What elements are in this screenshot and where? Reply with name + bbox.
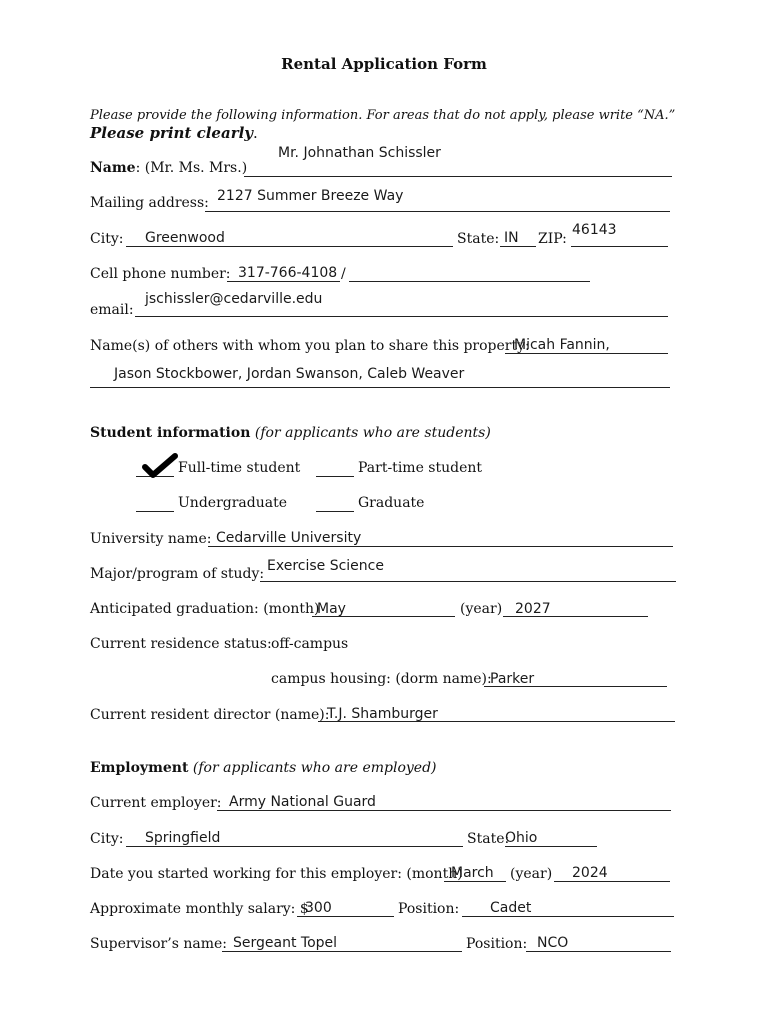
cell-phone-label: Cell phone number: [90, 266, 231, 282]
employment-heading-note: (for applicants who are employed) [192, 760, 437, 776]
start-year-field[interactable] [554, 881, 670, 882]
email-field[interactable] [135, 316, 668, 317]
employer-state-field[interactable] [505, 846, 597, 847]
undergraduate-label: Undergraduate [178, 495, 287, 511]
cell-phone-value[interactable]: 317-766-4108 [238, 265, 338, 281]
graduation-month-value[interactable]: May [317, 601, 346, 617]
supervisor-position-field[interactable] [526, 951, 671, 952]
start-year-value[interactable]: 2024 [572, 865, 608, 881]
undergraduate-blank[interactable] [136, 511, 174, 512]
mailing-address-label: Mailing address: [90, 195, 209, 211]
name-label: Name [90, 160, 136, 176]
employer-city-label: City: [90, 831, 124, 847]
print-clearly-text: Please print clearly [90, 124, 254, 142]
major-field[interactable] [260, 581, 676, 582]
email-label: email: [90, 302, 134, 318]
fulltime-label: Full-time student [178, 460, 301, 476]
supervisor-value[interactable]: Sergeant Topel [233, 935, 338, 951]
form-intro: Please provide the following information. For areas that do not apply, please write “NA.” [90, 108, 676, 123]
employer-city-field[interactable] [126, 846, 463, 847]
start-month-label: Date you started working for this employer: (month) [90, 866, 463, 882]
residence-status-label: Current residence status: [90, 636, 272, 652]
salary-value[interactable]: 300 [305, 900, 332, 916]
form-title: Rental Application Form [281, 55, 487, 73]
checkmark-icon [142, 453, 178, 479]
zip-field[interactable] [571, 246, 668, 247]
cell-phone-field[interactable] [227, 281, 340, 282]
student-section-heading [90, 425, 491, 441]
employer-state-value[interactable]: Ohio [505, 830, 538, 846]
employment-heading: Employment [90, 760, 189, 776]
salary-field[interactable] [297, 916, 394, 917]
graduation-year-value[interactable]: 2027 [515, 601, 551, 617]
university-label: University name: [90, 531, 212, 547]
employer-state-label: State: [467, 831, 510, 847]
start-year-label: (year) [510, 866, 553, 882]
campus-housing-label: campus housing: (dorm name): [271, 671, 492, 687]
graduate-label: Graduate [358, 495, 425, 511]
employer-city-value[interactable]: Springfield [145, 830, 221, 846]
state-value[interactable]: IN [504, 230, 519, 246]
co-occupants-field-2[interactable] [90, 387, 670, 388]
zip-value[interactable]: 46143 [572, 222, 617, 238]
student-heading-note: (for applicants who are students) [254, 425, 491, 441]
dorm-name-value[interactable]: Parker [490, 671, 535, 687]
co-occupants-field-1[interactable] [505, 353, 668, 354]
print-clearly-period: . [253, 124, 258, 142]
mailing-address-field[interactable] [205, 211, 670, 212]
name-field[interactable] [244, 176, 672, 177]
resident-director-label: Current resident director (name): [90, 707, 330, 723]
position-label: Position: [398, 901, 460, 917]
position-value[interactable]: Cadet [490, 900, 532, 916]
state-label: State: [457, 231, 500, 247]
supervisor-position-label: Position: [466, 936, 528, 952]
start-month-value[interactable]: March [451, 865, 494, 881]
position-field[interactable] [462, 916, 674, 917]
graduate-blank[interactable] [316, 511, 354, 512]
off-campus-option[interactable]: off-campus [271, 636, 349, 652]
co-occupants-value-1[interactable]: Micah Fannin, [514, 337, 610, 353]
co-occupants-value-2[interactable]: Jason Stockbower, Jordan Swanson, Caleb Weaver [114, 366, 465, 382]
print-clearly-note [90, 124, 258, 142]
city-field[interactable] [126, 246, 453, 247]
city-value[interactable]: Greenwood [145, 230, 225, 246]
name-value[interactable]: Mr. Johnathan Schissler [278, 145, 441, 161]
cell-phone-separator: / [341, 266, 346, 282]
parttime-label: Part-time student [358, 460, 483, 476]
employer-value[interactable]: Army National Guard [229, 794, 376, 810]
name-title-options: : (Mr. Ms. Mrs.) [135, 160, 248, 176]
mailing-address-value[interactable]: 2127 Summer Breeze Way [217, 188, 404, 204]
university-field[interactable] [208, 546, 673, 547]
employer-label: Current employer: [90, 795, 222, 811]
university-value[interactable]: Cedarville University [216, 530, 362, 546]
state-field[interactable] [500, 246, 536, 247]
parttime-blank[interactable] [316, 476, 354, 477]
start-month-field[interactable] [444, 881, 506, 882]
student-heading: Student information [90, 425, 251, 441]
supervisor-position-value[interactable]: NCO [537, 935, 569, 951]
graduation-month-label: Anticipated graduation: (month) [90, 601, 320, 617]
graduation-year-label: (year) [460, 601, 503, 617]
city-label: City: [90, 231, 124, 247]
resident-director-value[interactable]: T.J. Shamburger [327, 706, 438, 722]
supervisor-label: Supervisor’s name: [90, 936, 227, 952]
employment-section-heading [90, 760, 437, 776]
email-value[interactable]: jschissler@cedarville.edu [145, 291, 323, 307]
employer-field[interactable] [217, 810, 671, 811]
co-occupants-label: Name(s) of others with whom you plan to share this property: [90, 338, 530, 354]
salary-label: Approximate monthly salary: $ [90, 901, 309, 917]
supervisor-field[interactable] [222, 951, 462, 952]
major-label: Major/program of study: [90, 566, 265, 582]
alt-phone-field[interactable] [349, 281, 590, 282]
name-label-row [90, 160, 247, 176]
zip-label: ZIP: [538, 231, 567, 247]
major-value[interactable]: Exercise Science [267, 558, 384, 574]
